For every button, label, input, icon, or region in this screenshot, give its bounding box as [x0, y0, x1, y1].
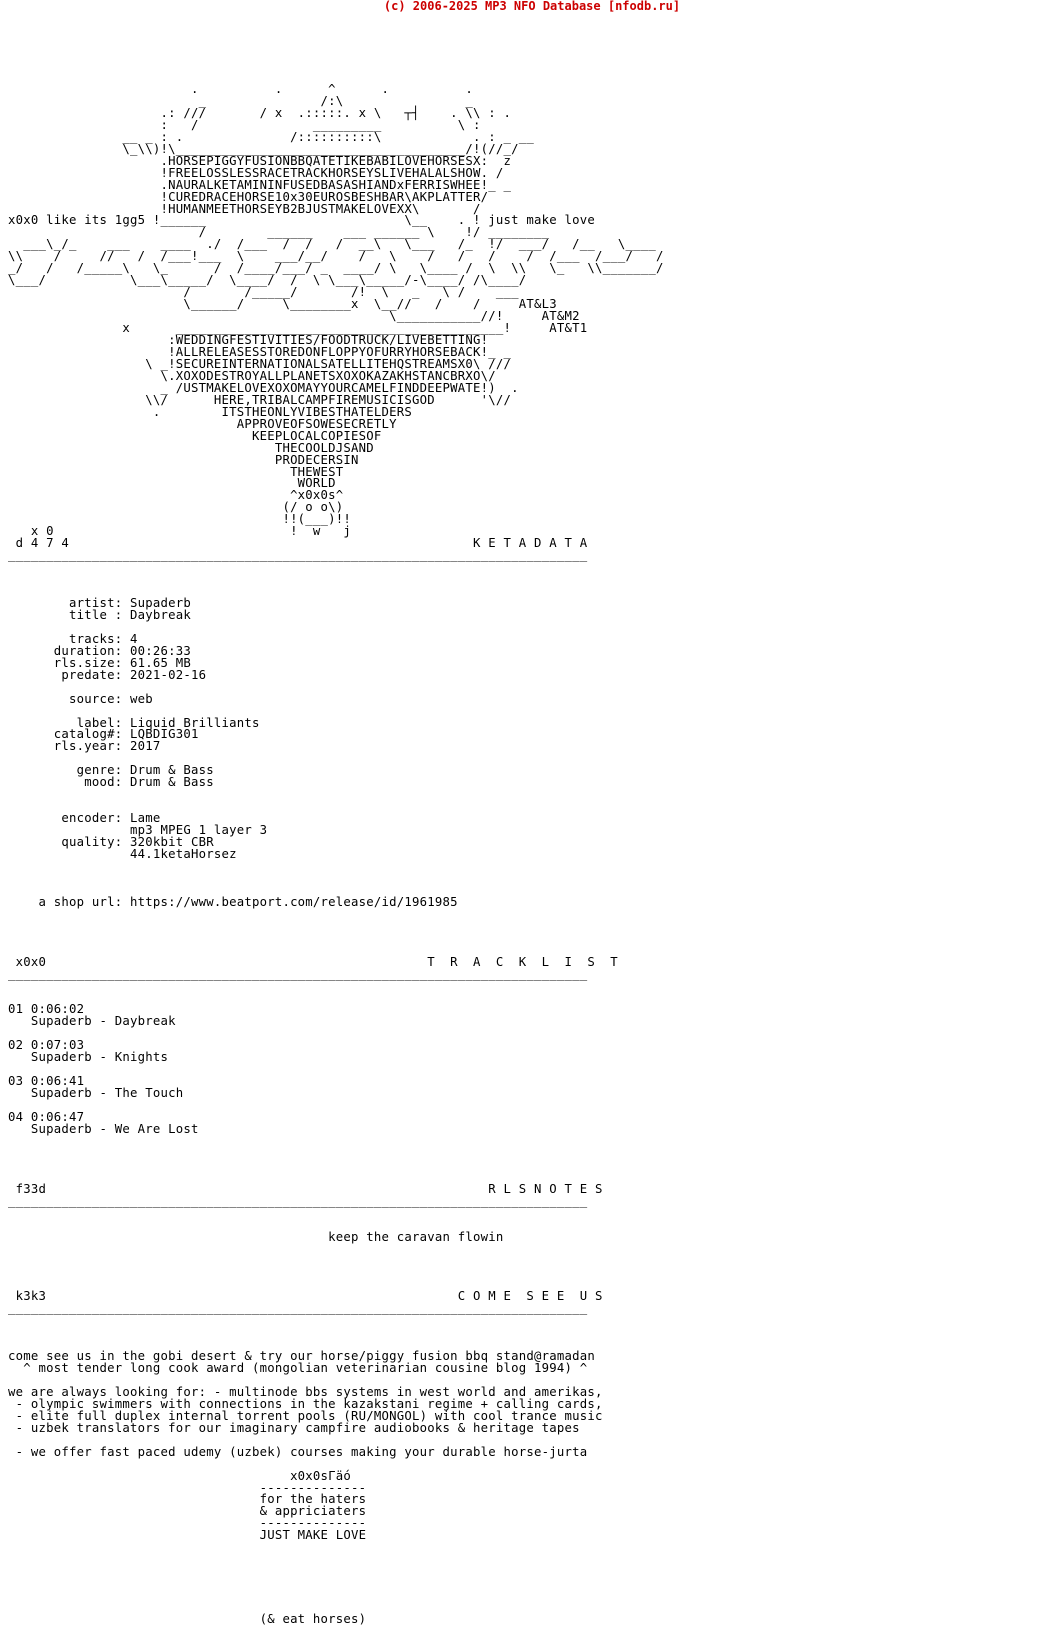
- nfo-text: . . ^ . . _ /:\ _ .: /// / x .:::::. x \ ┬┤ . \\ : . : / _________ \ : __ _ : . /::::::::::\ . : _ __ \_\\)!\______________________________________/!(//_/ .HORSEPIGGYFUSIONBBQATETIKEBABILOVEHORSESX: z !FREELOSSLESSRACETRACKHORSEYSLIVEHALALSHOW. / .NAURALKETAMININFUSEDBASASHIANDxFERRISWHEE!_ _ !CUREDRACEHORSE10x30EUROSBESHBAR\AKPLATTER/ !HUMANMEETHORSEYB2BJUSTMAKELOVEXX\ / x0x0 like its 1gg5 !______ \__ . ! just make love / ______ ___ ______ \ !/ ________ ___\_/_ ___ ____ ./ /___ / / / __\ \___ /_ !/ ___/ /__ \____ \\ / // / /___!___ \ ___/__/ / \ / / / / /___ /___/ / _/ / /_____\ \_ / /____/___/ _ ____/ \ \____ / \ \\ \_ \\_______/ \___/ \___\_____/ \____/ / \ \___\_____/-\____/ /\____/ / /_____/ /! \ _ \ / ___ \______/ \________x \__// / / AT&L3 \___________//! AT&M2 x ___________________________________________! AT&T1 :WEDDINGFESTIVITIES/FOODTRUCK/LIVEBETTING! !ALLRELEASESSTOREDONFLOPPYOFURRYHORSEBACK!_ _ \ _!SECUREINTERNATIONALSATELLITEHQSTREAMSX0\ /// \.XOXODESTROYALLPLANETSXOXOKAZAKHSTANCBRXO\/ _ /USTMAKELOVEXOXOMAYYOURCAMELFINDDEEPWATE!) . \\/ HERE,TRIBALCAMPFIREMUSICISGOD '\// . ITSTHEONLYVIBESTHATELDERS APPROVEOFSOWESECRETLY KEEPLOCALCOPIESOF THECOOLDJSAND PRODECERSIN THEWEST WORLD ^x0x0s^ (/ o o\) !!(___)!! x 0 ! w j d 4 7 4 K E T A D A T A ____________________________________________________________________________ artist: Supaderb title : Daybreak tracks: 4 duration: 00:26:33 rls.size: 61.65 MB predate: 2021-02-16 source: web label: Liquid Brilliants catalog#: LQBDIG301 rls.year: 2017 genre: Drum & Bass mood: Drum & Bass encoder: Lame mp3 MPEG 1 layer 3 quality: 320kbit CBR 44.1ketaHorsez a shop url: https://www.beatport.com/release/id/1961985 x0x0 T R A C K L I S T ____________________________________________________________________________ 01 0:06:02 Supaderb - Daybreak 02 0:07:03 Supaderb - Knights 03 0:06:41 Supaderb - The Touch 04 0:06:47 Supaderb - We Are Lost f33d R L S N O T E S ____________________________________________________________________________ keep the caravan flowin k3k3 C O M E S E E U S ____________________________________________________________________________ come see us in the gobi desert & try our horse/piggy fusion bbq stand@ramadan ^ most tender long cook award (mongolian veterinarian cousine blog 1994) ^ we are always looking for: - multinode bbs systems in west world and amerikas, - olympic swimmers with connections in the kazakstani regime + calling cards, - elite full duplex internal torrent pools (RU/MONGOL) with cool trance music - uzbek translators for our imaginary campfire audiobooks & heritage tapes - we offer fast paced udemy (uzbek) courses making your durable horse-jurta x0x0sΓäó -------------- for the haters & appriciaters -------------- JUST MAKE LOVE (& eat horses): [8, 82, 664, 1626]
- site-copyright-banner: (c) 2006-2025 MP3 NFO Database [nfodb.ru]: [383, 0, 681, 13]
